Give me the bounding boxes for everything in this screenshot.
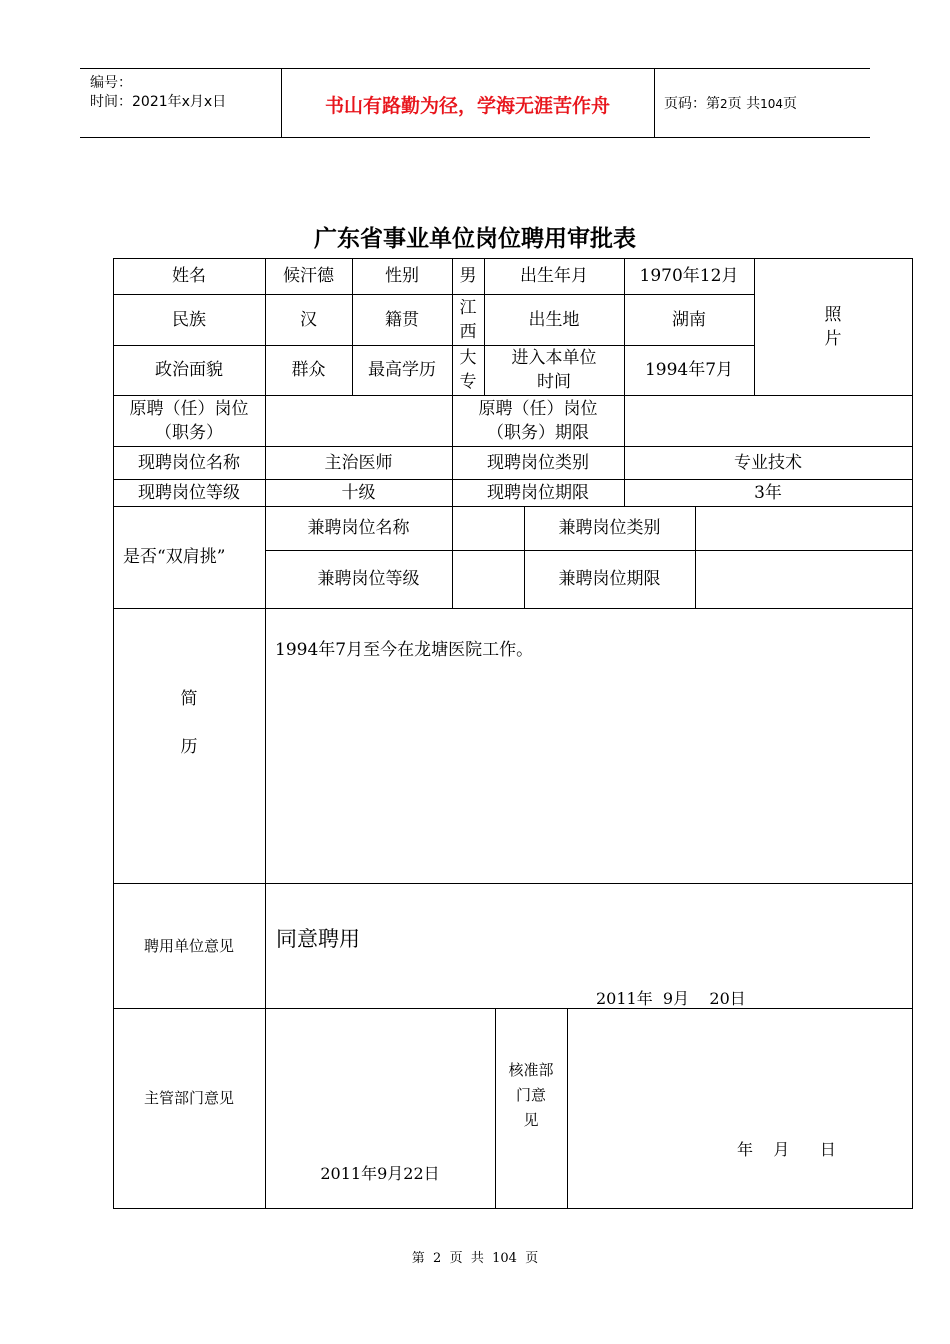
join-value: 1994年7月 (644, 360, 734, 380)
photo-placeholder: 照 片 (824, 304, 842, 349)
cur-post-value: 主治医师 (324, 452, 393, 473)
approve-date: 年 月 日 (737, 1140, 836, 1159)
political-label: 政治面貌 (155, 360, 223, 380)
ethnicity-value: 汉 (300, 309, 317, 330)
unit-opinion-label: 聘用单位意见 (143, 936, 234, 955)
page-suffix: 页 (783, 96, 797, 112)
dual-label: 是否“双肩挑” (123, 547, 226, 567)
cur-type-value: 专业技术 (734, 452, 802, 473)
cur-post-label: 现聘岗位名称 (138, 452, 240, 473)
ethnicity-label: 民族 (172, 309, 206, 330)
number-label: 编号： (90, 75, 132, 91)
cur-type-label: 现聘岗位类别 (487, 452, 589, 473)
name-value: 候汗德 (283, 266, 334, 286)
prev-post-label: 原聘（任）岗位 （职务） (129, 398, 249, 443)
name-label: 姓名 (172, 266, 206, 286)
header-info-cell (80, 69, 282, 137)
grid-line (912, 258, 913, 1209)
page-indicator (664, 93, 797, 113)
page-footer: 第 2 页 共 104 页 (411, 1251, 539, 1266)
birthplace-label: 出生地 (528, 309, 580, 330)
unit-opinion-text: 同意聘用 (276, 927, 360, 951)
birth-value: 1970年12月 (639, 266, 739, 286)
form-title: 广东省事业单位岗位聘用审批表 (314, 226, 636, 252)
cur-term-label: 现聘岗位期限 (487, 482, 589, 503)
gender-value: 男 (459, 266, 477, 286)
page-prefix: 页码：第 (664, 96, 720, 112)
page-number: 2 (720, 97, 728, 111)
side-grade-label: 兼聘岗位等级 (317, 569, 420, 589)
side-term-value (695, 550, 912, 608)
side-grade-value (452, 550, 524, 608)
unit-opinion-date: 2011年 9月 20日 (596, 989, 746, 1008)
birthplace-value: 湖南 (672, 309, 706, 330)
education-label: 最高学历 (368, 360, 436, 380)
political-value: 群众 (291, 360, 326, 380)
prev-post-value (265, 395, 452, 446)
cur-grade-label: 现聘岗位等级 (138, 482, 240, 503)
resume-text: 1994年7月至今在龙塘医院工作。 (275, 640, 534, 660)
cur-grade-value: 十级 (341, 482, 376, 503)
resume-label: 简 历 (180, 689, 198, 757)
grid-line (113, 608, 913, 609)
document-header (80, 68, 870, 138)
approve-label: 核准部 门意 见 (508, 1061, 554, 1129)
cur-term-value: 3年 (754, 482, 782, 503)
header-motto-cell (281, 69, 655, 137)
side-post-label: 兼聘岗位名称 (307, 518, 410, 538)
gender-label: 性别 (385, 266, 419, 286)
header-page-cell (655, 69, 870, 137)
side-post-value (452, 506, 524, 550)
education-value: 大 专 (459, 348, 477, 392)
side-term-label: 兼聘岗位期限 (558, 569, 661, 589)
time-label: 时间：2021年x月x日 (90, 94, 227, 110)
grid-line (567, 1008, 568, 1208)
motto: 书山有路勤为径，学海无涯苦作舟 (324, 95, 610, 117)
prev-term-label: 原聘（任）岗位 （职务）期限 (478, 398, 598, 443)
native-value: 江 西 (459, 297, 477, 342)
page-total: 104 (760, 97, 783, 111)
side-type-label: 兼聘岗位类别 (558, 518, 661, 538)
birth-label: 出生年月 (520, 266, 588, 286)
grid-line (265, 506, 266, 1208)
prev-term-value (624, 395, 912, 446)
dept-opinion-label: 主管部门意见 (143, 1089, 234, 1107)
side-type-value (695, 506, 912, 550)
grid-line (113, 1208, 913, 1209)
page-mid: 页 共 (727, 96, 761, 112)
join-label: 进入本单位 时间 (511, 348, 597, 392)
dept-opinion-date: 2011年9月22日 (320, 1164, 440, 1183)
approval-form (113, 258, 913, 1209)
native-label: 籍贯 (385, 309, 419, 330)
